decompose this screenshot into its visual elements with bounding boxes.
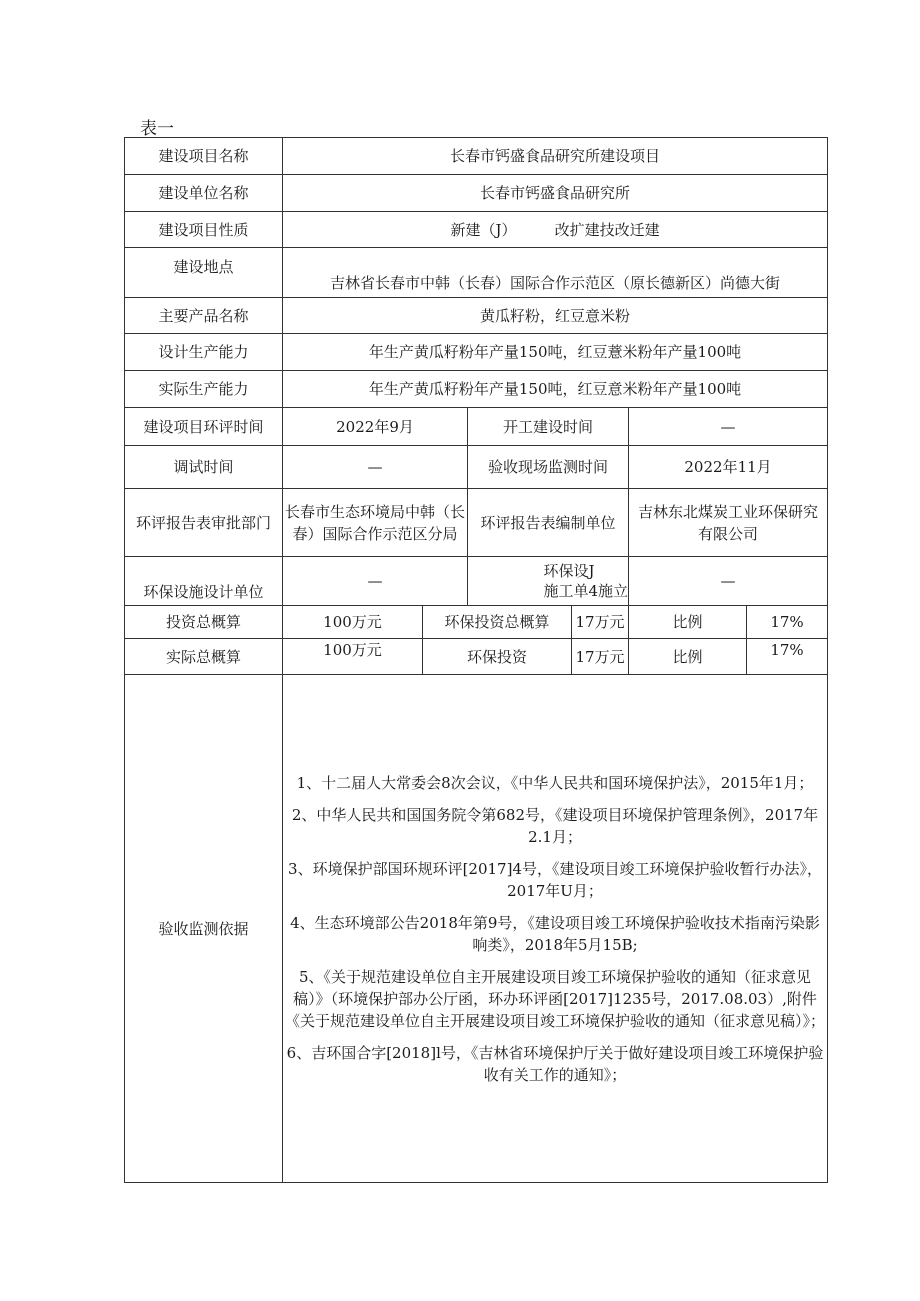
compile-unit-value: 吉林东北煤炭工业环保研究有限公司 <box>629 489 828 557</box>
actual-capacity-label: 实际生产能力 <box>125 371 283 408</box>
actual-ratio-label: 比例 <box>629 639 747 675</box>
debug-time-value: — <box>283 446 468 489</box>
basis-content <box>283 675 828 1183</box>
actual-ratio-value: 17% <box>747 639 828 675</box>
unit-name-label: 建设单位名称 <box>125 175 283 212</box>
monitor-time-label: 验收现场监测时间 <box>468 446 629 489</box>
eia-time-label: 建设项目环评时间 <box>125 408 283 446</box>
basis-item: 2、中华人民共和国国务院令第682号，《建设项目环境保护管理条例》，2017年2.1月； <box>291 805 819 846</box>
env-investment-value: 17万元 <box>572 606 629 639</box>
design-capacity-value: 年生产黄瓜籽粉年产量150吨，红豆薏米粉年产量100吨 <box>283 334 828 371</box>
investment-label: 投资总概算 <box>125 606 283 639</box>
monitor-time-value: 2022年11月 <box>629 446 828 489</box>
investment-value: 100万元 <box>283 606 423 639</box>
actual-investment-label: 实际总概算 <box>125 639 283 675</box>
ratio-label: 比例 <box>629 606 747 639</box>
basis-item: 4、生态环境部公告2018年第9号，《建设项目竣工环境保护验收技术指南污染影响类》，2018年5月15B; <box>290 913 820 954</box>
project-info-table <box>124 137 828 1183</box>
project-name-value: 长春市钙盛食品研究所建设项目 <box>283 138 828 175</box>
construction-unit-label-line1: 环保设J <box>543 561 595 580</box>
nature-label: 建设项目性质 <box>125 212 283 248</box>
nature-value: 新建（J） 改扩建技改迁建 <box>283 212 828 248</box>
table-caption: 表一 <box>140 119 174 139</box>
actual-env-investment-value: 17万元 <box>572 639 629 675</box>
construction-unit-label <box>468 557 629 606</box>
basis-item: 5、《关于规范建设单位自主开展建设项目竣工环境保护验收的通知（征求意见稿）》（环境保护部办公厅函，环办环评函[2017]1235号，2017.08.03）,附件《关于规范建设单位自主开展建设项目竣工环境保护验收的通知（征求意见稿）》； <box>285 967 826 1030</box>
location-value: 吉林省长春市中韩（长春）国际合作示范区（原长德新区）尚德大街 <box>283 248 828 298</box>
basis-item: 6、吉环国合字[2018]l号，《吉林省环境保护厅关于做好建设项目竣工环境保护验收有关工作的通知》； <box>286 1043 824 1084</box>
env-investment-label: 环保投资总概算 <box>423 606 572 639</box>
project-name-label: 建设项目名称 <box>125 138 283 175</box>
start-time-value: — <box>629 408 828 446</box>
ratio-value: 17% <box>747 606 828 639</box>
location-label: 建设地点 <box>125 248 283 298</box>
construction-unit-value: — <box>629 557 828 606</box>
actual-env-investment-label: 环保投资 <box>423 639 572 675</box>
basis-item: 3、环境保护部国环规环评[2017]4号，《建设项目竣工环境保护验收暂行办法》，2017年U月； <box>288 859 822 900</box>
basis-item: 1、十二届人大常委会8次会议，《中华人民共和国环境保护法》，2015年1月； <box>296 773 814 792</box>
product-label: 主要产品名称 <box>125 298 283 334</box>
actual-investment-value: 100万元 <box>283 639 423 675</box>
unit-name-value: 长春市钙盛食品研究所 <box>283 175 828 212</box>
product-value: 黄瓜籽粉，红豆意米粉 <box>283 298 828 334</box>
start-time-label: 开工建设时间 <box>468 408 629 446</box>
approval-dept-label: 环评报告表审批部门 <box>125 489 283 557</box>
compile-unit-label: 环评报告表编制单位 <box>468 489 629 557</box>
construction-unit-label-line2: 施工单4 <box>543 581 598 600</box>
eia-time-value: 2022年9月 <box>283 408 468 446</box>
construction-unit-label-line3: 施立 <box>597 581 628 600</box>
design-unit-label: 环保设施设计单位 <box>125 557 283 606</box>
debug-time-label: 调试时间 <box>125 446 283 489</box>
basis-label: 验收监测依据 <box>125 675 283 1183</box>
approval-dept-value: 长春市生态环境局中韩（长春）国际合作示范区分局 <box>283 489 468 557</box>
actual-capacity-value: 年生产黄瓜籽粉年产量150吨，红豆意米粉年产量100吨 <box>283 371 828 408</box>
design-capacity-label: 设计生产能力 <box>125 334 283 371</box>
construction-unit-label-lines <box>543 561 628 601</box>
design-unit-value: — <box>283 557 468 606</box>
